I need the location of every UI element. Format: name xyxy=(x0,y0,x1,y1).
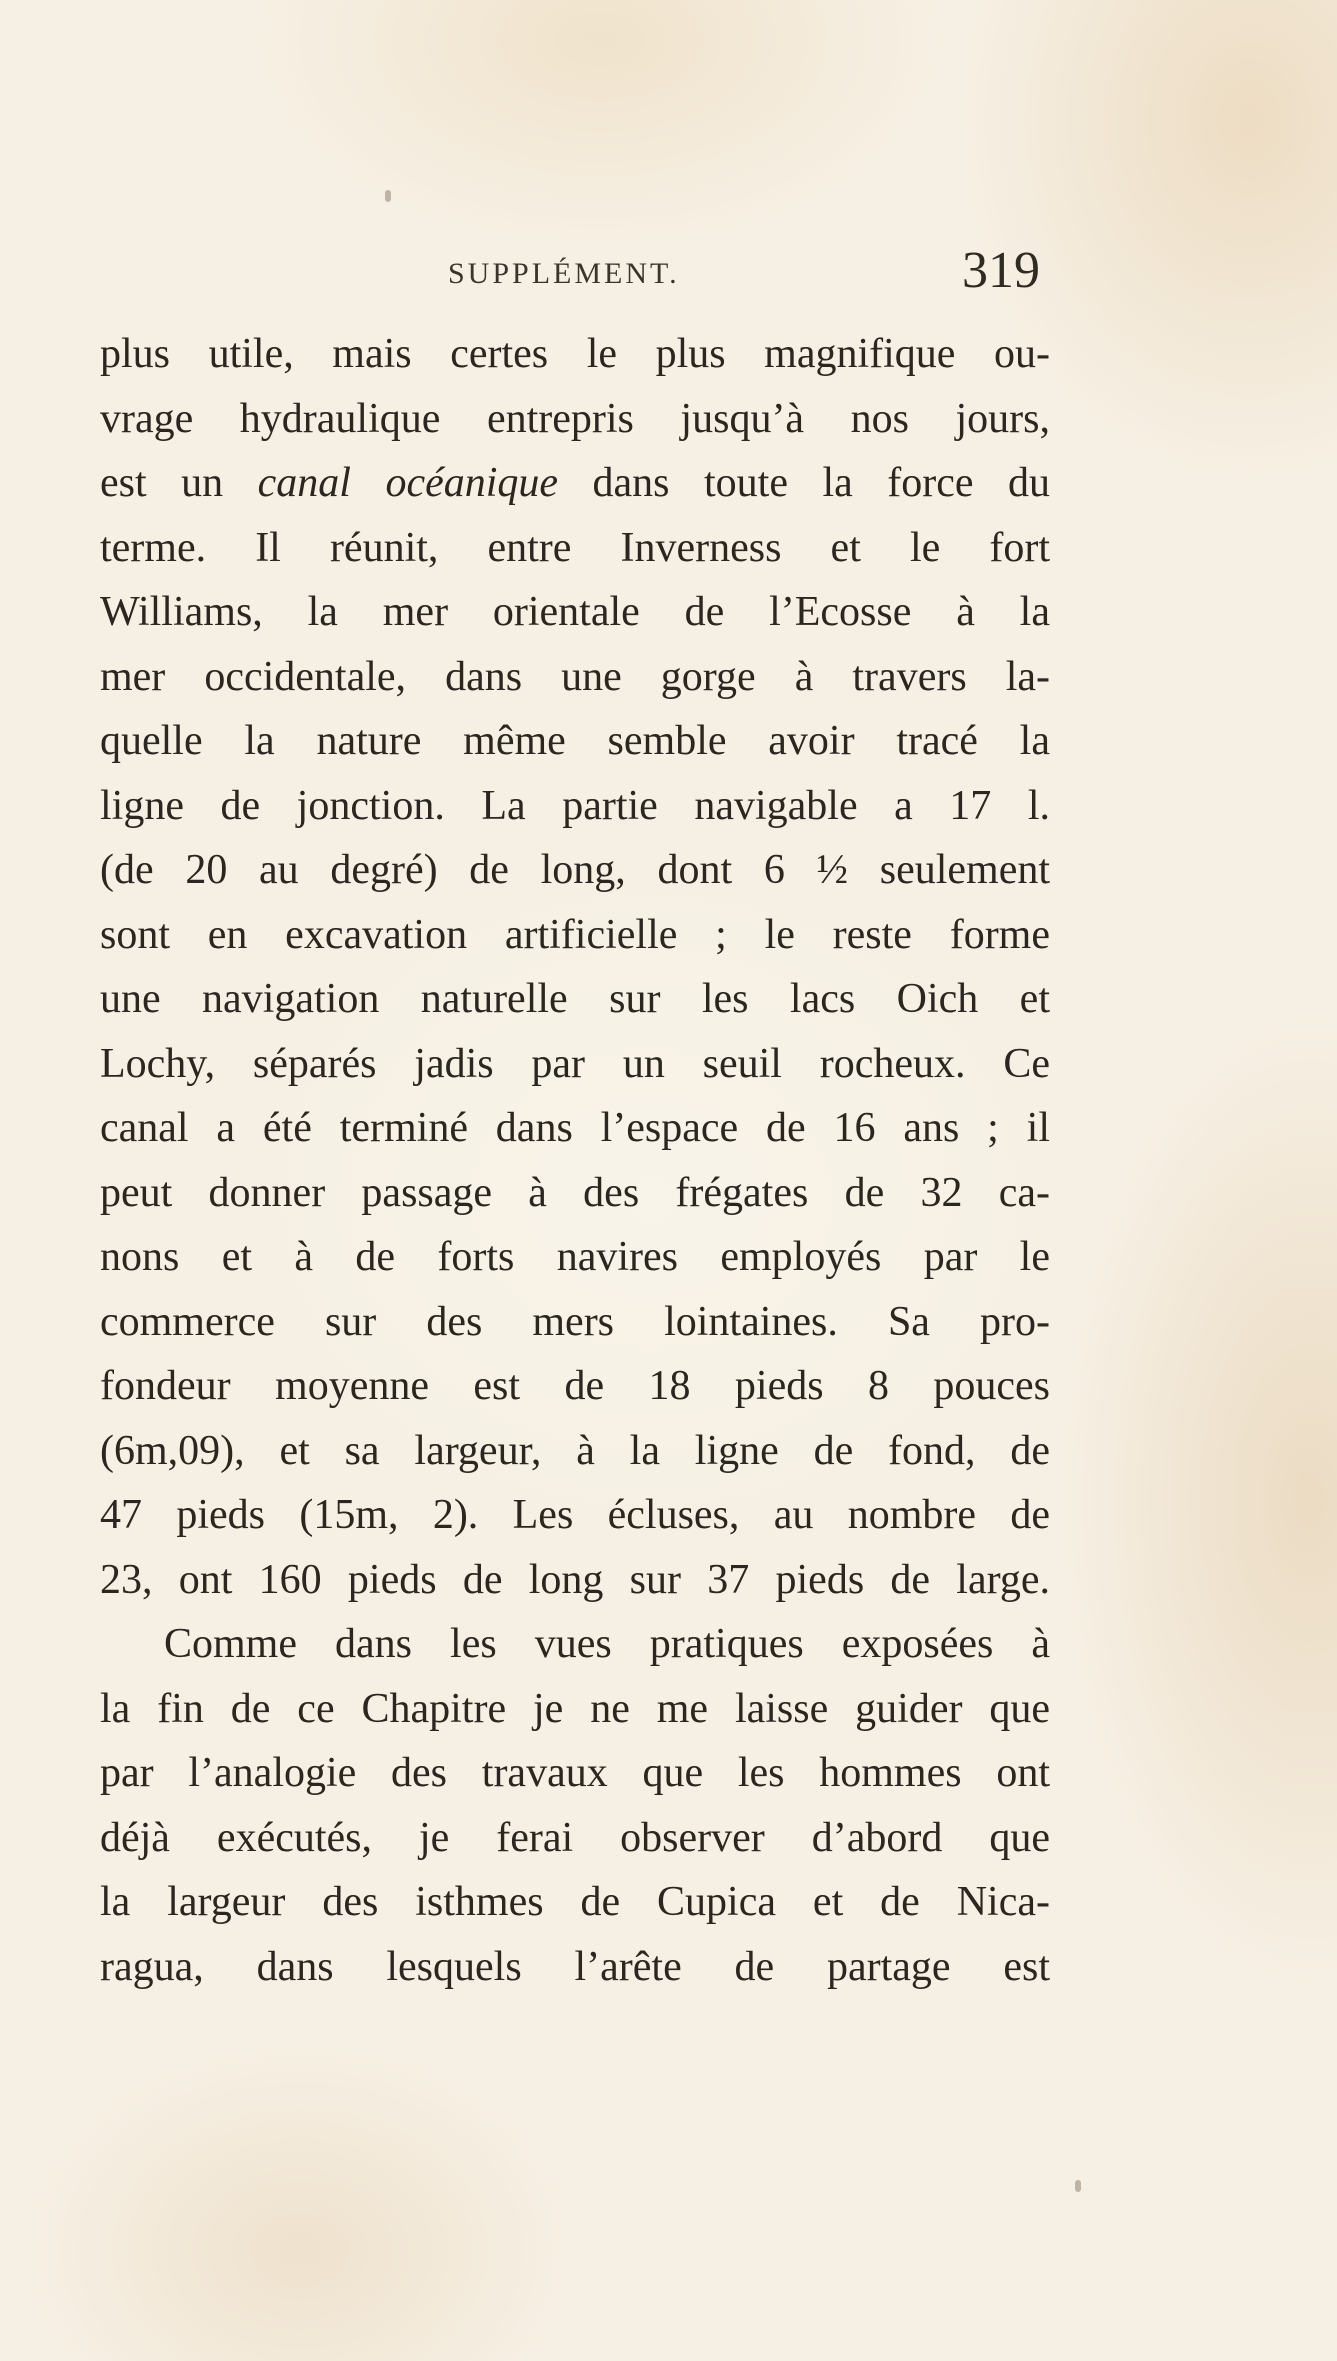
text-line: canal a été terminé dans l’espace de 16 ans ; il xyxy=(100,1105,1050,1151)
text-line: commerce sur des mers lointaines. Sa pro- xyxy=(100,1298,1050,1345)
text-line: peut donner passage à des frégates de 32 ca- xyxy=(100,1169,1050,1216)
paper-speck xyxy=(385,190,391,202)
italic-text: canal océanique xyxy=(257,460,559,506)
text-line: Lochy, séparés jadis par un seuil rocheux. Ce xyxy=(100,1040,1050,1087)
text-line: sont en excavation artificielle ; le reste forme xyxy=(100,911,1050,958)
text-line: ligne de jonction. La partie navigable a 17 l. xyxy=(100,782,1050,829)
text-line: fondeur moyenne est de 18 pieds 8 pouces xyxy=(100,1363,1050,1409)
page-number: 319 xyxy=(962,242,1040,299)
text-line: mer occidentale, dans une gorge à travers la- xyxy=(100,653,1050,700)
body-text xyxy=(100,322,1050,1999)
paper-speck xyxy=(1075,2180,1081,2192)
text-line: par l’analogie des travaux que les hommes ont xyxy=(100,1750,1050,1796)
running-title: SUPPLÉMENT. xyxy=(448,257,680,290)
text-line: la fin de ce Chapitre je ne me laisse guider que xyxy=(100,1685,1050,1732)
text-line: une navigation naturelle sur les lacs Oich et xyxy=(100,976,1050,1022)
text-line: (de 20 au degré) de long, dont 6 ½ seulement xyxy=(100,847,1050,893)
running-head xyxy=(100,242,1040,305)
text-line: terme. Il réunit, entre Inverness et le fort xyxy=(100,524,1050,571)
text-line: vrage hydraulique entrepris jusqu’à nos jours, xyxy=(100,395,1050,442)
text-line: 23, ont 160 pieds de long sur 37 pieds de large. xyxy=(100,1556,1050,1603)
text-line: ragua, dans lesquels l’arête de partage est xyxy=(100,1943,1050,1990)
text-line: 47 pieds (15m, 2). Les écluses, au nombre de xyxy=(100,1492,1050,1538)
text-line: Williams, la mer orientale de l’Ecosse à la xyxy=(100,589,1050,635)
text-line: Comme dans les vues pratiques exposées à xyxy=(164,1621,1050,1667)
text-line: déjà exécutés, je ferai observer d’abord que xyxy=(100,1814,1050,1861)
text-line: quelle la nature même semble avoir tracé la xyxy=(100,718,1050,764)
text-line: est un canal océanique dans toute la force du xyxy=(100,460,1050,506)
text-line: la largeur des isthmes de Cupica et de Nica- xyxy=(100,1879,1050,1925)
text-line: plus utile, mais certes le plus magnifique ou- xyxy=(100,331,1050,377)
text-line: (6m,09), et sa largeur, à la ligne de fond, de xyxy=(100,1427,1050,1474)
text-line: nons et à de forts navires employés par le xyxy=(100,1234,1050,1280)
